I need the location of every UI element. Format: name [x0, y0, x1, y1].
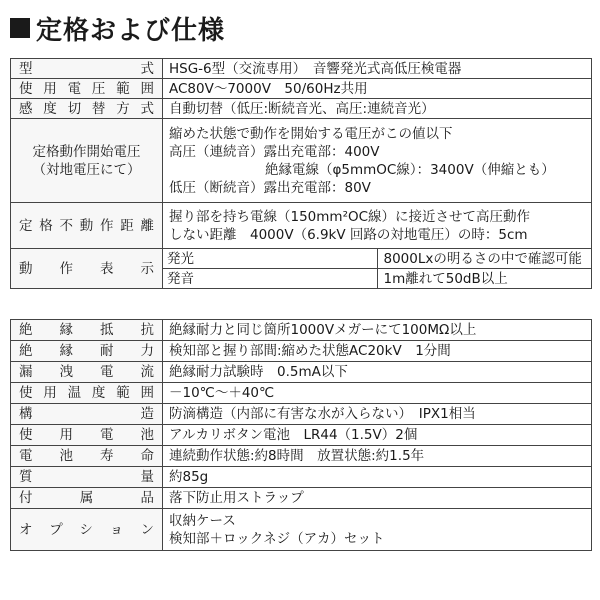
table-row [11, 79, 592, 99]
table-row [11, 383, 592, 404]
row-value: 検知部と握り部間:縮めた状態AC20kV 1分間 [163, 341, 592, 362]
table-row [11, 99, 592, 119]
row-label: 型式 [11, 59, 163, 79]
table-row [11, 404, 592, 425]
table-row [11, 509, 592, 551]
row-value: 自動切替（低圧:断続音光、高圧:連続音光） [163, 99, 592, 119]
sub-label: 発光 [163, 249, 378, 269]
row-value: 落下防止用ストラップ [163, 488, 592, 509]
table-row [11, 59, 592, 79]
row-label: 定格不動作距離 [11, 203, 163, 249]
row-value: 絶縁耐力試験時 0.5mA以下 [163, 362, 592, 383]
row-label: 絶縁耐力 [11, 341, 163, 362]
table-row [11, 488, 592, 509]
row-value-start-voltage: 縮めた状態で動作を開始する電圧がこの値以下 高圧（連続音）露出充電部：400V 絶縁電線（φ5mmOC線）：3400V（伸縮とも） 低圧（断続音）露出充電部：80V [163, 119, 592, 203]
table-row [11, 203, 592, 249]
spec-table-2 [10, 319, 592, 551]
row-value: －10℃～＋40℃ [163, 383, 592, 404]
row-value: アルカリボタン電池 LR44（1.5V）2個 [163, 425, 592, 446]
row-label: 動作表示 [11, 249, 163, 289]
sub-label: 発音 [163, 269, 378, 289]
row-label: 漏洩電流 [11, 362, 163, 383]
row-label: 絶縁抵抗 [11, 320, 163, 341]
row-value: 8000Lxの明るさの中で確認可能 [377, 249, 592, 269]
row-label: 感度切替方式 [11, 99, 163, 119]
row-label: 構造 [11, 404, 163, 425]
table-row [11, 249, 592, 269]
row-label: 使用温度範囲 [11, 383, 163, 404]
spec-table-1 [10, 58, 592, 289]
row-label: 付属品 [11, 488, 163, 509]
row-value: HSG-6型（交流専用） 音響発光式高低圧検電器 [163, 59, 592, 79]
row-value-nonop: 握り部を持ち電線（150mm²OC線）に接近させて高圧動作 しない距離 4000V（6.9kV 回路の対地電圧）の時：5cm [163, 203, 592, 249]
table-row [11, 119, 592, 203]
table-row [11, 467, 592, 488]
row-label: 使用電圧範囲 [11, 79, 163, 99]
row-value: 防滴構造（内部に有害な水が入らない） IPX1相当 [163, 404, 592, 425]
section-heading [10, 8, 225, 48]
row-label: 質量 [11, 467, 163, 488]
row-label: オプション [11, 509, 163, 551]
table-row [11, 425, 592, 446]
table-row [11, 362, 592, 383]
table-row [11, 341, 592, 362]
row-value: 1m離れて50dB以上 [377, 269, 592, 289]
row-value: AC80V～7000V 50/60Hz共用 [163, 79, 592, 99]
row-value: 約85g [163, 467, 592, 488]
row-value: 絶縁耐力と同じ箇所1000Vメガーにて100MΩ以上 [163, 320, 592, 341]
row-label: 使用電池 [11, 425, 163, 446]
row-label: 電池寿命 [11, 446, 163, 467]
row-value-option: 収納ケース 検知部＋ロックネジ（アカ）セット [163, 509, 592, 551]
table-row [11, 320, 592, 341]
heading-square-icon [10, 18, 30, 38]
table-row [11, 446, 592, 467]
heading-text: 定格および仕様 [36, 15, 226, 46]
row-value: 連続動作状態:約8時間 放置状態:約1.5年 [163, 446, 592, 467]
row-label-start-voltage: 定格動作開始電圧 （対地電圧にて） [11, 119, 163, 203]
